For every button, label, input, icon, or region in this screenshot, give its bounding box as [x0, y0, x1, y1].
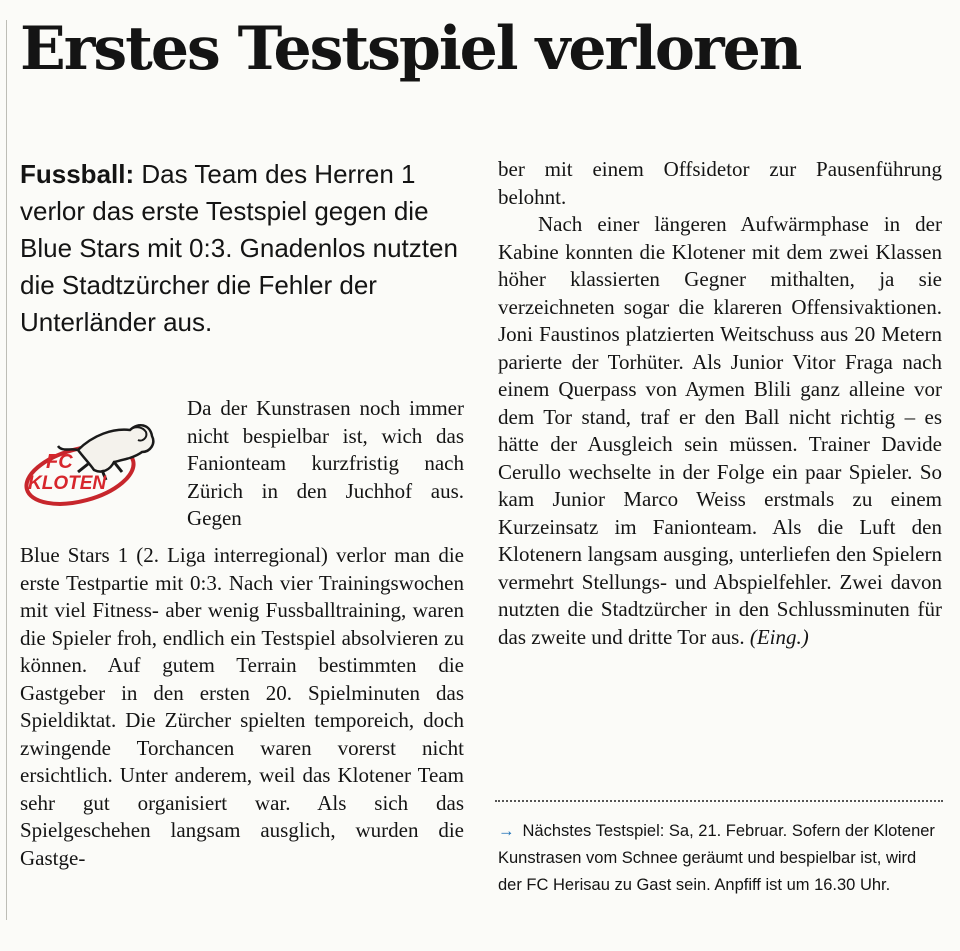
- body-column2: [498, 156, 942, 651]
- lead-keyword: Fussball:: [20, 159, 135, 189]
- lead-text: Das Team des Herren 1 verlor das erste Testspiel gegen die Blue Stars mit 0:3. Gnadenlos nutzten die Stadtzürcher die Fehler der Unterländer aus.: [20, 159, 458, 337]
- body-column2-paragraph2: [498, 211, 942, 651]
- info-divider: [495, 800, 943, 802]
- next-game-text: Nächstes Testspiel: Sa, 21. Februar. Sofern der Klotener Kunstrasen vom Schnee geräumt und bespielbar ist, wird der FC Herisau zu Gast sein. Anpfiff ist um 16.30 Uhr.: [498, 822, 935, 894]
- body-column1-bottom: Blue Stars 1 (2. Liga interregional) verlor man die erste Testpartie mit 0:3. Nach vier Trainingswochen mit viel Fitness- aber wenig Fussballtraining, waren die Spieler froh, endlich ein Testspiel absolvieren zu können. Auf gutem Terrain bestimmten die Gastgeber in den ersten 20. Spielminuten das Spieldiktat. Die Zürcher spielten temporeich, doch zwingende Torchancen waren vorerst nicht ersichtlich. Unter anderem, weil das Klotener Team sehr gut organisiert war. Als sich das Spielgeschehen langsam ausglich, wurden die Gastge-: [20, 543, 464, 870]
- headline: Erstes Testspiel verloren: [20, 14, 801, 84]
- body-column1-top: Da der Kunstrasen noch immer nicht bespielbar ist, wich das Fanionteam kurzfristig nach Zürich in den Juchhof aus. Gegen: [187, 396, 464, 530]
- arrow-right-icon: →: [498, 822, 515, 840]
- body-column2-paragraph2-text: Nach einer längeren Aufwärmphase in der Kabine konnten die Klotener mit dem zwei Klassen höher klassierten Gegner mithalten, ja sie verzeichneten sogar die klareren Offensivaktionen. Joni Faustinos platzierten Weitschuss aus 20 Metern parierte der Torhüter. Als Junior Vitor Fraga nach einem Querpass von Aymen Blili ganz alleine vor dem Tor stand, traf er den Ball nicht richtig – es hätte der Ausgleich sein müssen. Trainer Davide Cerullo wechselte in der Folge ein paar Spieler. So kam Junior Marco Weiss erstmals zu einem Kurzeinsatz im Fanionteam. Als die Luft den Klotenern langsam ausging, unterliefen den Spielern vermehrt Stellungs- und Abspielfehler. Zwei davon nutzten die Stadtzürcher in den Schlussminuten für das zweite und dritte Tor aus.: [498, 212, 942, 649]
- fc-kloten-logo: [18, 400, 158, 520]
- next-game-info: [498, 818, 938, 899]
- logo-text-fc: FC: [46, 451, 73, 473]
- byline: (Eing.): [749, 624, 809, 649]
- column-divider-left: [6, 20, 7, 920]
- body-column2-paragraph1: ber mit einem Offsidetor zur Pausenführung belohnt.: [498, 157, 942, 209]
- lead-paragraph: [20, 156, 470, 341]
- logo-text-kloten: KLOTEN: [28, 473, 107, 494]
